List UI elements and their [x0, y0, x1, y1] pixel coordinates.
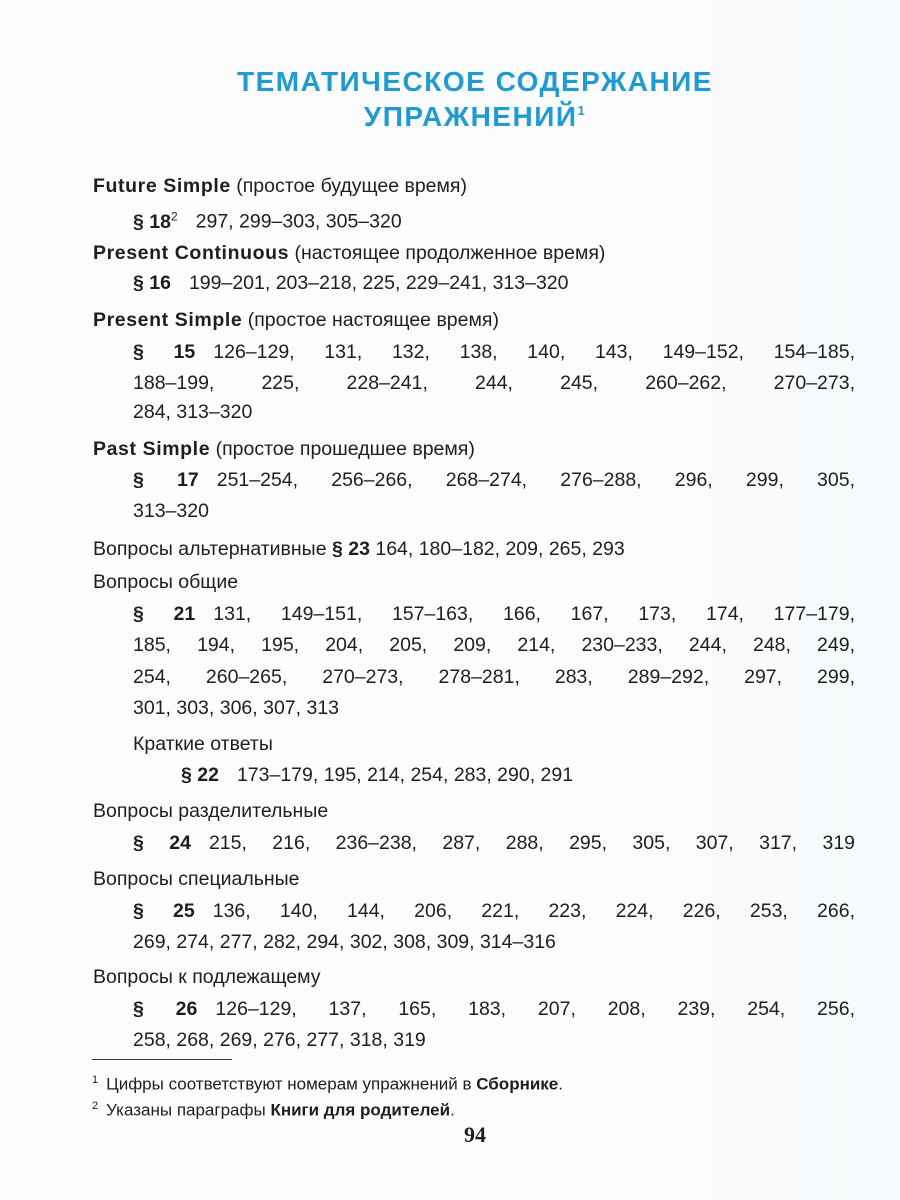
section-heading: Present Simple (простое настоящее время) [93, 309, 499, 331]
subsection-heading: Краткие ответы [133, 733, 273, 755]
section-heading: Вопросы общие [93, 571, 239, 593]
exercise-list-cont: 284, 313–320 [133, 401, 253, 423]
exercise-list-cont: 301, 303, 306, 307, 313 [133, 697, 340, 719]
exercise-list: § $18^2$ 297, 299–303, 305–320 [133, 209, 402, 233]
page-title: ТЕМАТИЧЕСКОЕ СОДЕРЖАНИЕ [237, 66, 713, 97]
exercise-list: § 15 126–129, 131, 132, 138, 140, 143, 149–152, 154–185, [133, 341, 855, 363]
footnote-divider [92, 1059, 232, 1060]
section-heading: Вопросы альтернативные § 23 164, 180–182, 209, 265, 293 [93, 538, 625, 560]
section-heading: Past Simple (простое прошедшее время) [93, 438, 475, 460]
exercise-list: § 16 199–201, 203–218, 225, 229–241, 313–320 [133, 272, 569, 294]
exercise-list: § 17 251–254, 256–266, 268–274, 276–288, 296, 299, 305, [133, 469, 855, 491]
section-heading: Вопросы специальные [93, 868, 300, 890]
exercise-list: § 21 131, 149–151, 157–163, 166, 167, 173, 174, 177–179, [133, 603, 855, 625]
exercise-list: § 25 136, 140, 144, 206, 221, 223, 224, 226, 253, 266, [133, 900, 855, 922]
section-heading: Вопросы к подлежащему [93, 966, 321, 988]
exercise-list-cont: 269, 274, 277, 282, 294, 302, 308, 309, 314–316 [133, 931, 556, 953]
exercise-list: § 26 126–129, 137, 165, 183, 207, 208, 239, 254, 256, [133, 998, 856, 1020]
footnote-2: $^2$ Указаны параграфы Книги для родителей. [92, 1100, 455, 1120]
exercise-list: § 24 215, 216, 236–238, 287, 288, 295, 305, 307, 317, 319 [133, 832, 856, 854]
section-heading: Future Simple (простое будущее время) [93, 175, 467, 197]
page-number: 94 [464, 1122, 486, 1147]
exercise-list-cont: 188–199, 225, 228–241, 244, 245, 260–262, 270–273, [133, 372, 855, 394]
section-heading: Present Continuous (настоящее продолженное время) [93, 242, 606, 264]
exercise-list-cont: 254, 260–265, 270–273, 278–281, 283, 289–292, 297, 299, [133, 666, 855, 688]
page-title-line2: УПРАЖНЕНИЙ$^1$ [363, 101, 587, 132]
footnote-1: $^1$ Цифры соответствуют номерам упражнений в Сборнике. [92, 1074, 563, 1094]
section-heading: Вопросы разделительные [93, 800, 329, 822]
exercise-list-cont: 185, 194, 195, 204, 205, 209, 214, 230–233, 244, 248, 249, [133, 634, 855, 656]
exercise-list: § 22 173–179, 195, 214, 254, 283, 290, 291 [181, 764, 574, 786]
exercise-list-cont: 313–320 [133, 500, 209, 522]
exercise-list-cont: 258, 268, 269, 276, 277, 318, 319 [133, 1029, 426, 1051]
